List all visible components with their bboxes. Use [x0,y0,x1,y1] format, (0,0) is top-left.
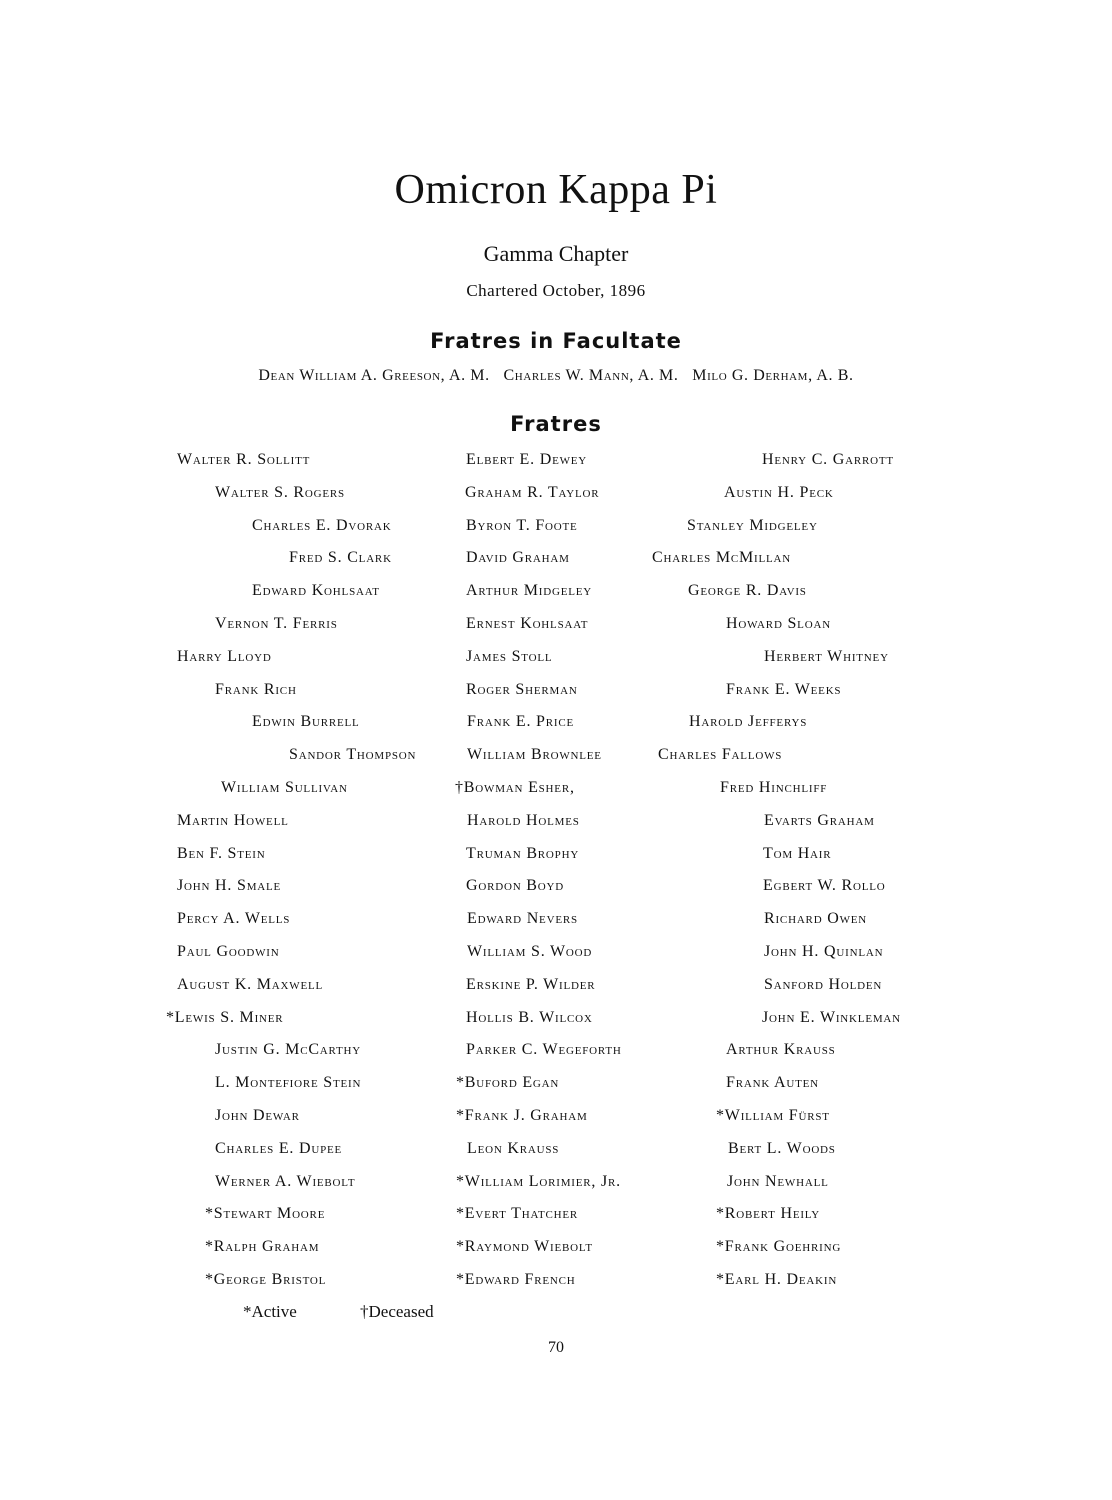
fratres-heading: Fratres [510,412,602,436]
member-name: Herbert Whitney [764,647,889,665]
member-name: John H. Quinlan [764,943,884,960]
member-name: *Edward French [456,1271,576,1288]
member-name: Harold Holmes [467,811,580,829]
member-name: Charles E. Dvorak [252,516,392,534]
member-name: Walter S. Rogers [215,483,345,501]
page-number: 70 [548,1339,564,1356]
legend-deceased: †Deceased [360,1302,434,1321]
member-name: Arthur Midgeley [466,582,593,600]
member-name: Frank E. Price [467,713,574,731]
member-name: Justin G. McCarthy [215,1041,362,1059]
faculty-list: Dean William A. Greeson, A. M. Charles W. Mann, A. M. Milo G. Derham, A. B. [258,367,854,384]
member-name: Gordon Boyd [466,877,564,895]
member-name: Henry C. Garrott [762,451,894,468]
member-name: Arthur Krauss [726,1041,836,1059]
member-name: *Robert Heily [716,1205,820,1223]
member-name: *William Fürst [716,1107,830,1124]
member-name: John E. Winkleman [762,1008,901,1026]
member-name: Erskine P. Wilder [466,975,596,993]
member-name: *Evert Thatcher [456,1205,579,1223]
member-name: Tom Hair [763,844,832,862]
member-name: Fred S. Clark [289,549,392,567]
member-name: William Brownlee [467,746,602,764]
member-name: Hollis B. Wilcox [466,1008,593,1026]
member-name: Charles E. Dupee [215,1139,343,1157]
member-name: Byron T. Foote [466,516,578,534]
member-name: William S. Wood [467,943,593,960]
member-name: August K. Maxwell [177,975,324,993]
chapter-name: Gamma Chapter [483,241,629,266]
member-name: Charles McMillan [652,549,792,567]
member-name: *Stewart Moore [205,1205,326,1223]
member-name: *William Lorimier, Jr. [456,1172,621,1190]
member-name: Sanford Holden [764,975,883,993]
member-name: *George Bristol [205,1271,327,1288]
legend-active: *Active [243,1302,297,1321]
member-name: Percy A. Wells [177,910,291,928]
member-name: Walter R. Sollitt [177,451,311,468]
member-name: *Raymond Wiebolt [456,1238,593,1256]
member-name: Leon Krauss [467,1139,560,1157]
member-name: Egbert W. Rollo [763,877,886,895]
member-name: John H. Smale [177,877,282,895]
member-name: Richard Owen [764,910,868,928]
member-name: George R. Davis [688,582,807,600]
member-name: †Bowman Esher, [455,779,575,796]
member-name: Graham R. Taylor [465,483,600,501]
member-name: Frank Rich [215,680,297,698]
member-name: Werner A. Wiebolt [215,1172,356,1190]
member-name: Harry Lloyd [177,647,272,665]
member-name: Martin Howell [177,811,289,829]
member-name: Fred Hinchliff [720,779,828,796]
member-name: Stanley Midgeley [687,516,818,534]
member-name: Roger Sherman [466,680,578,698]
member-name: Ben F. Stein [177,844,266,862]
member-name: David Graham [466,549,570,567]
member-name: Ernest Kohlsaat [466,615,589,632]
member-name: Austin H. Peck [724,483,834,501]
member-name: Sandor Thompson [289,746,417,764]
member-name: *Lewis S. Miner [166,1008,284,1026]
page-title: Omicron Kappa Pi [394,167,718,213]
member-name: Paul Goodwin [177,943,280,960]
member-name: John Dewar [215,1107,300,1124]
member-name: Parker C. Wegeforth [466,1041,622,1059]
charter-date: Chartered October, 1896 [466,281,646,300]
member-name: Vernon T. Ferris [215,615,338,632]
member-name: Edwin Burrell [252,713,360,731]
member-name: Evarts Graham [764,811,875,829]
member-name: *Buford Egan [456,1074,560,1092]
member-name: John Newhall [727,1172,829,1190]
member-name: William Sullivan [221,779,348,796]
member-name: L. Montefiore Stein [215,1074,362,1092]
member-name: *Frank J. Graham [456,1107,588,1124]
member-name: Truman Brophy [466,844,580,862]
member-name: *Ralph Graham [205,1238,320,1256]
member-name: Harold Jefferys [689,713,808,731]
member-name: Frank Auten [726,1074,819,1092]
member-name: *Frank Goehring [716,1238,842,1256]
member-name: Edward Nevers [467,910,578,928]
member-name: Howard Sloan [726,615,831,632]
member-name: *Earl H. Deakin [716,1271,838,1288]
member-name: Frank E. Weeks [726,680,842,698]
member-name: Bert L. Woods [728,1139,836,1157]
member-name: James Stoll [466,647,553,665]
member-name: Charles Fallows [658,746,783,764]
member-name: Elbert E. Dewey [466,451,588,468]
faculty-heading: Fratres in Facultate [430,329,682,353]
member-name: Edward Kohlsaat [252,582,380,600]
